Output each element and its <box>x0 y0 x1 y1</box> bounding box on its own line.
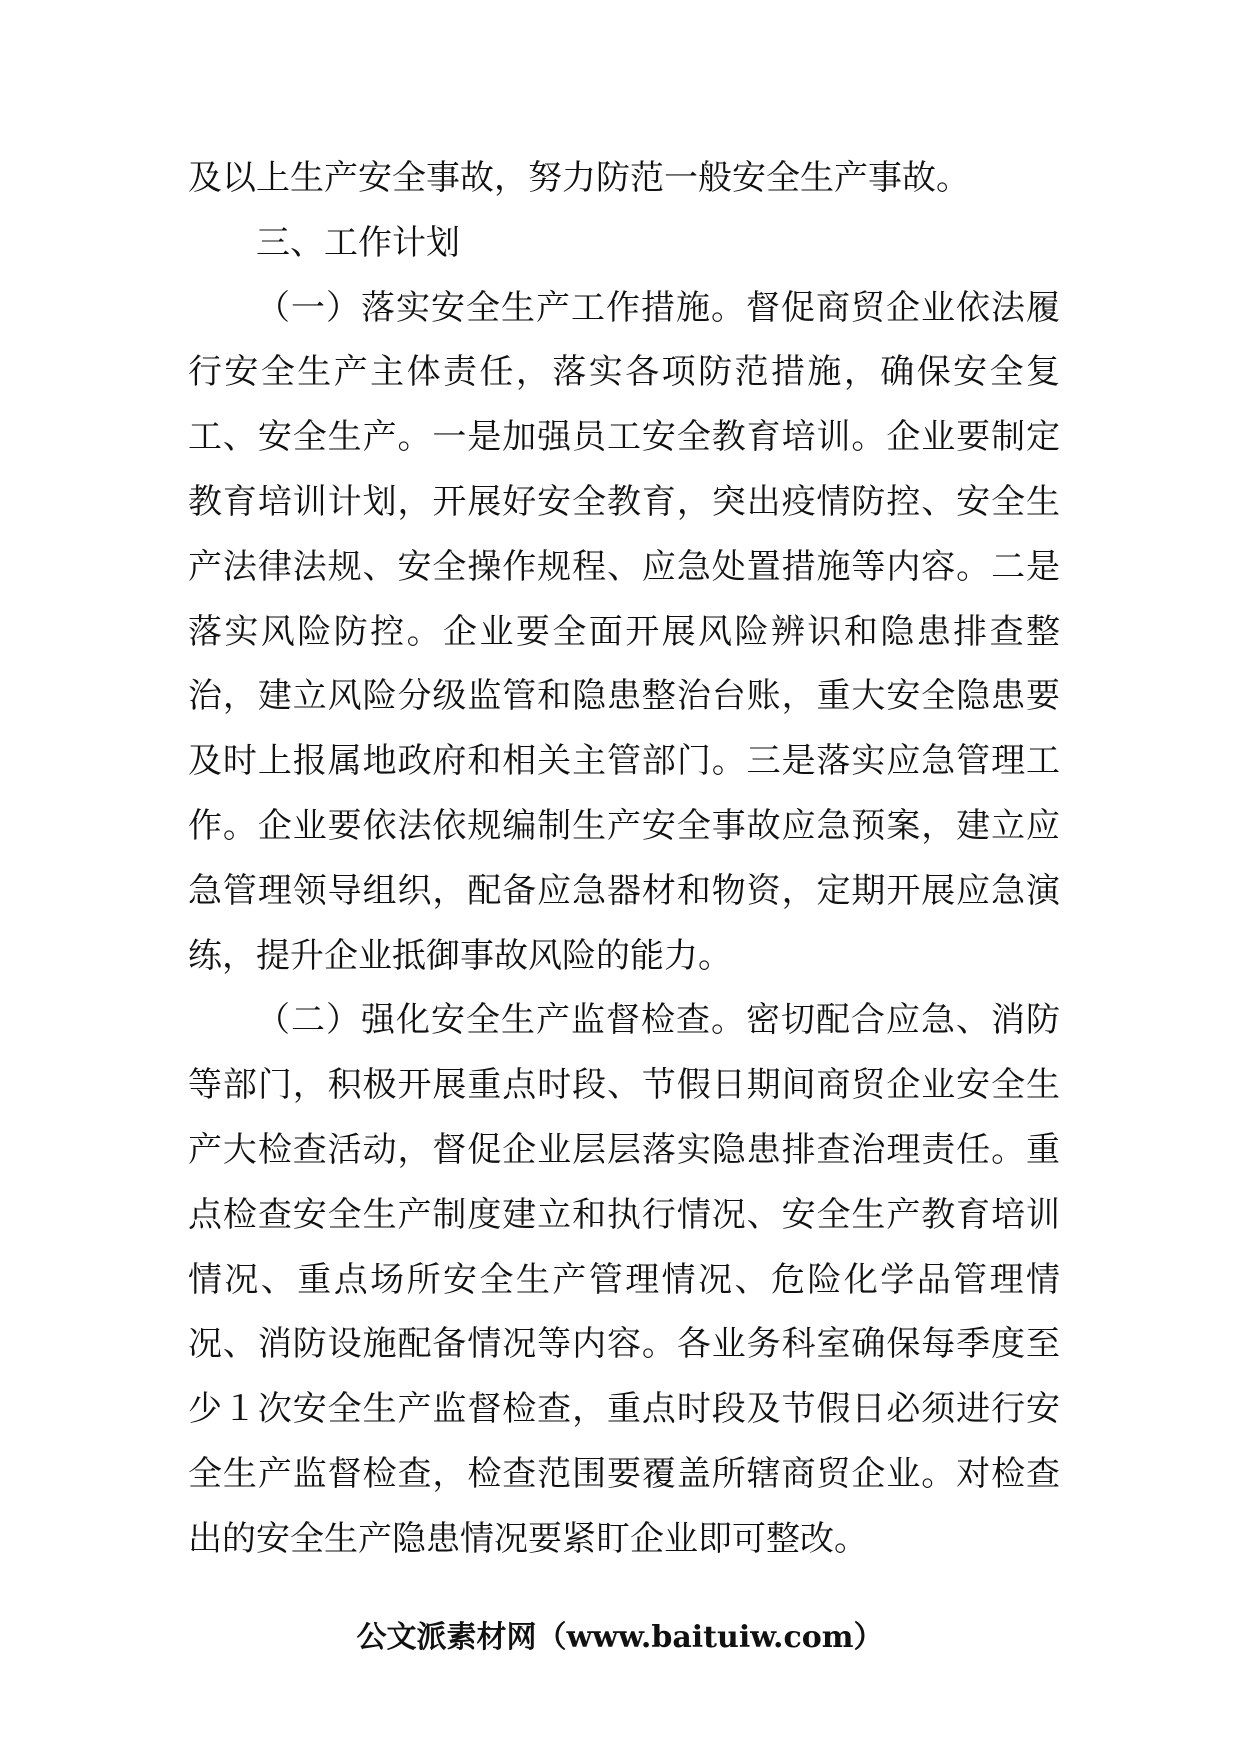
paragraph-continuation: 及以上生产安全事故，努力防范一般安全生产事故。 <box>188 158 970 198</box>
footer-watermark: 公文派素材网（www.baituiw.com） <box>356 1620 884 1655</box>
paragraph-measures: （一）落实安全生产工作措施。督促商贸企业依法履行安全生产主体责任，落实各项防范措施，确保安全复工、安全生产。一是加强员工安全教育培训。企业要制定教育培训计划，开展好安全教育，突出疫情防控、安全生产法律法规、安全操作规程、应急处置措施等内容。二是落实风险防控。企业要全面开展风险辨识和隐患排查整治，建立风险分级监管和隐患整治台账，重大安全隐患要及时上报属地政府和相关主管部门。三是落实应急管理工作。企业要依法依规编制生产安全事故应急预案，建立应急管理领导组织，配备应急器材和物资，定期开展应急演练，提升企业抵御事故风险的能力。 <box>188 287 1060 976</box>
document-body <box>188 158 1060 1572</box>
section-heading: 三、工作计划 <box>256 222 460 263</box>
paragraph-inspection: （二）强化安全生产监督检查。密切配合应急、消防等部门，积极开展重点时段、节假日期间商贸企业安全生产大检查活动，督促企业层层落实隐患排查治理责任。重点检查安全生产制度建立和执行情况、安全生产教育培训情况、重点场所安全生产管理情况、危险化学品管理情况、消防设施配备情况等内容。各业务科室确保每季度至少１次安全生产监督检查，重点时段及节假日必须进行安全生产监督检查，检查范围要覆盖所辖商贸企业。对检查出的安全生产隐患情况要紧盯企业即可整改。 <box>188 1000 1060 1559</box>
